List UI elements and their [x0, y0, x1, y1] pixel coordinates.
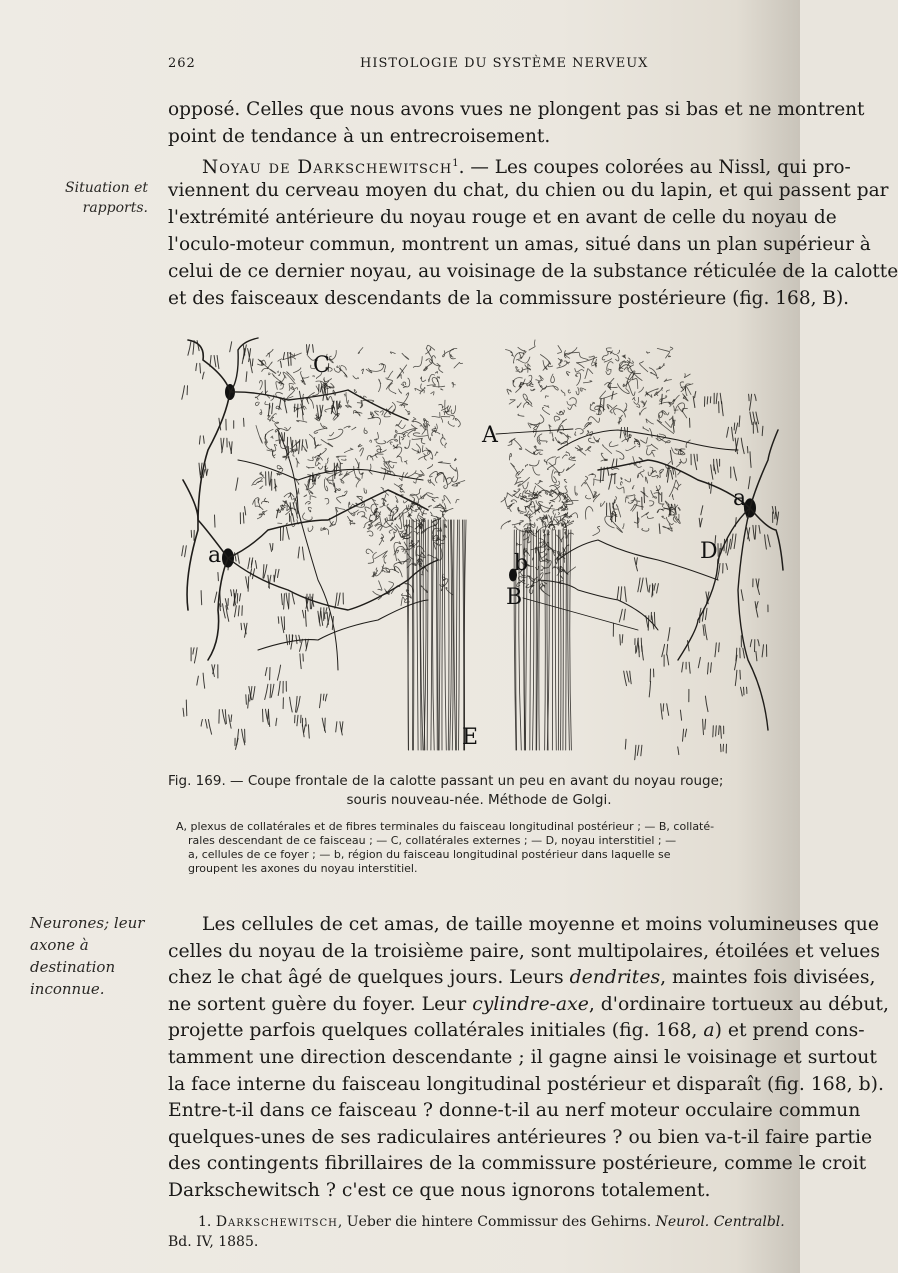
text-line: Entre-t-il dans ce faisceau ? donne-t-il au nerf moteur occulaire commun: [168, 1100, 861, 1122]
text-line: [168, 992, 889, 1019]
footnote-line: Bd. IV, 1885.: [168, 1234, 259, 1250]
footnote-journal: Neurol. Centralbl.: [655, 1214, 785, 1230]
figure-caption: [168, 772, 790, 810]
text-line: [168, 1018, 865, 1045]
text-fragment: , maintes fois divisées,: [660, 967, 876, 989]
label-b: b: [514, 551, 529, 576]
label-B: B: [506, 585, 523, 610]
footnote-number: 1.: [198, 1214, 212, 1230]
italic-term: a: [703, 1020, 715, 1042]
text-line: quelques-unes de ses radiculaires antérieures ? ou bien va-t-il faire partie: [168, 1126, 873, 1148]
label-a-right: a: [733, 486, 747, 511]
text-line: Darkschewitsch ? c'est ce que nous ignorons totalement.: [168, 1179, 711, 1201]
margin-note-situation: Situation et rapports.: [65, 180, 148, 216]
text-fragment: projette parfois quelques collatérales initiales (fig. 168,: [168, 1020, 704, 1042]
running-title: HISTOLOGIE DU SYSTÈME NERVEUX: [360, 56, 649, 71]
label-C: C: [313, 353, 330, 378]
caption-line: souris nouveau-née. Méthode de Golgi.: [346, 792, 612, 808]
text-line: l'extrémité antérieure du noyau rouge et en avant de celle du noyau de: [168, 207, 837, 228]
footnote-mark: 1: [452, 158, 459, 169]
paragraph-top: [168, 96, 898, 312]
label-E: E: [462, 725, 479, 750]
text-line: la face interne du faisceau longitudinal postérieur et disparaît (fig. 168, b).: [168, 1073, 884, 1095]
text-fragment: ne sortent guère du foyer. Leur: [168, 993, 473, 1015]
text-line: l'oculo-moteur commun, montrent un amas, situé dans un plan supérieur à: [168, 234, 871, 255]
italic-term: cylindre-axe: [472, 993, 589, 1015]
page-number: 262: [168, 56, 196, 71]
paragraph-bottom: [168, 912, 889, 1205]
text-line: Les cellules de cet amas, de taille moyenne et moins volumineuses que: [202, 914, 879, 935]
figure-drawing: [178, 330, 783, 758]
text-line: [168, 965, 876, 992]
text-line: [168, 150, 851, 179]
text-fragment: . — Les coupes colorées au Nissl, qui pro-: [458, 157, 851, 179]
text-fragment: , d'ordinaire tortueux au début,: [588, 993, 889, 1015]
margin-note-neurones: Neurones; leur axone à destination inconnue.: [30, 914, 145, 998]
footnote-text: , Ueber die hintere Commissur des Gehirns.: [337, 1214, 656, 1230]
golgi-illustration: [178, 330, 783, 758]
figure-legend: [176, 820, 790, 876]
text-line: tamment une direction descendante ; il gagne ainsi le voisinage et surtout: [168, 1046, 877, 1068]
legend-line: a, cellules de ce foyer ; — b, région du faisceau longitudinal postérieur dans laquelle se: [188, 848, 671, 861]
italic-term: dendrites: [569, 967, 661, 989]
text-line: opposé. Celles que nous avons vues ne plongent pas si bas et ne montrent: [168, 99, 865, 120]
label-D: D: [700, 539, 718, 564]
text-line: des contingents fibrillaires de la commissure postérieure, comme le croit: [168, 1153, 867, 1175]
caption-line: Fig. 169. — Coupe frontale de la calotte passant un peu en avant du noyau rouge;: [168, 773, 724, 789]
text-fragment: ) et prend cons-: [714, 1020, 865, 1042]
section-heading: Noyau de Darkschewitsch: [202, 157, 453, 179]
text-line: celles du noyau de la troisième paire, sont multipolaires, étoilées et velues: [168, 940, 881, 962]
label-A: A: [482, 423, 498, 448]
footnote: [168, 1212, 788, 1252]
legend-line: rales descendant de ce faisceau ; — C, collatérales externes ; — D, noyau interstitiel ; —: [188, 834, 677, 847]
text-line: celui de ce dernier noyau, au voisinage de la substance réticulée de la calotte: [168, 261, 898, 282]
text-line: viennent du cerveau moyen du chat, du chien ou du lapin, et qui passent par: [168, 180, 889, 201]
text-line: point de tendance à un entrecroisement.: [168, 126, 551, 147]
label-a-left: a: [208, 543, 222, 568]
text-fragment: chez le chat âgé de quelques jours. Leurs: [168, 967, 570, 989]
footnote-author: Darkschewitsch: [215, 1214, 338, 1230]
footnote-line: [168, 1212, 788, 1232]
legend-line: A, plexus de collatérales et de fibres terminales du faisceau longitudinal postérieur ; — B, collaté-: [176, 820, 715, 833]
legend-line: groupent les axones du noyau interstitiel.: [188, 862, 418, 875]
text-line: et des faisceaux descendants de la commissure postérieure (fig. 168, B).: [168, 288, 850, 309]
